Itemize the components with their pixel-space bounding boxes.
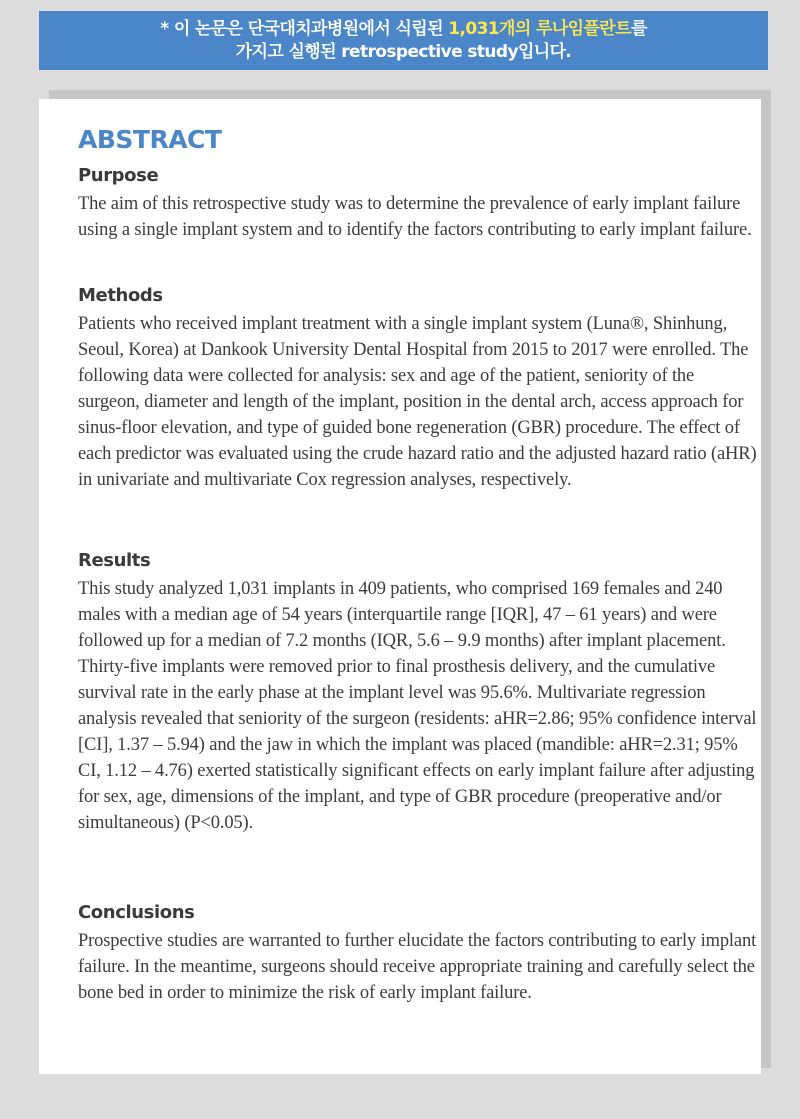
banner-line-1-pre: * 이 논문은 단국대치과병원에서 식립된 bbox=[160, 19, 449, 39]
conclusions-text: Prospective studies are warranted to further elucidate the factors contributing to early implant failure. In the meantime, surgeons should receive appropriate training and carefully select the bone bed in order to minimize the risk of early implant failure. bbox=[78, 931, 757, 1003]
banner-line-1-post: 를 bbox=[630, 19, 647, 39]
purpose-text: The aim of this retrospective study was to determine the prevalence of early implant failure using a single implant system and to identify the factors contributing to early implant failure. bbox=[78, 194, 752, 240]
methods-text: Patients who received implant treatment with a single implant system (Luna®, Shinhung, Seoul, Korea) at Dankook University Dental Hospital from 2015 to 2017 were enrolled. The following data were collected for analysis: sex and age of the patient, seniority of the surgeon, diameter and length of the implant, position in the dental arch, access approach for sinus-floor elevation, and type of guided bone regeneration (GBR) procedure. The effect of each predictor was evaluated using the crude hazard ratio and the adjusted hazard ratio (aHR) in univariate and multivariate Cox regression analyses, respectively. bbox=[78, 314, 757, 490]
conclusions-heading: Conclusions bbox=[78, 902, 195, 923]
results-heading: Results bbox=[78, 550, 151, 571]
notice-banner bbox=[39, 11, 768, 70]
results-text: This study analyzed 1,031 implants in 409 patients, who comprised 169 females and 240 males with a median age of 54 years (interquartile range [IQR], 47 – 61 years) and were followed up for a median of 7.2 months (IQR, 5.6 – 9.9 months) after implant placement. Thirty-five implants were removed prior to final prosthesis delivery, and the cumulative survival rate in the early phase at the implant level was 95.6%. Multivariate regression analysis revealed that seniority of the surgeon (residents: aHR=2.86; 95% confidence interval [CI], 1.37 – 5.94) and the jaw in which the implant was placed (mandible: aHR=2.31; 95% CI, 1.12 – 4.76) exerted statistically significant effects on early implant failure after adjusting for sex, age, dimensions of the implant, and type of GBR procedure (preoperative and/or simultaneous) (P<0.05). bbox=[78, 579, 757, 833]
banner-line-1 bbox=[39, 18, 768, 41]
methods-heading: Methods bbox=[78, 285, 163, 306]
abstract-title: ABSTRACT bbox=[78, 125, 222, 154]
purpose-heading: Purpose bbox=[78, 165, 159, 186]
banner-highlight: 1,031개의 루나임플란트 bbox=[448, 19, 631, 39]
banner-line-2: 가지고 실행된 retrospective study입니다. bbox=[235, 42, 572, 62]
